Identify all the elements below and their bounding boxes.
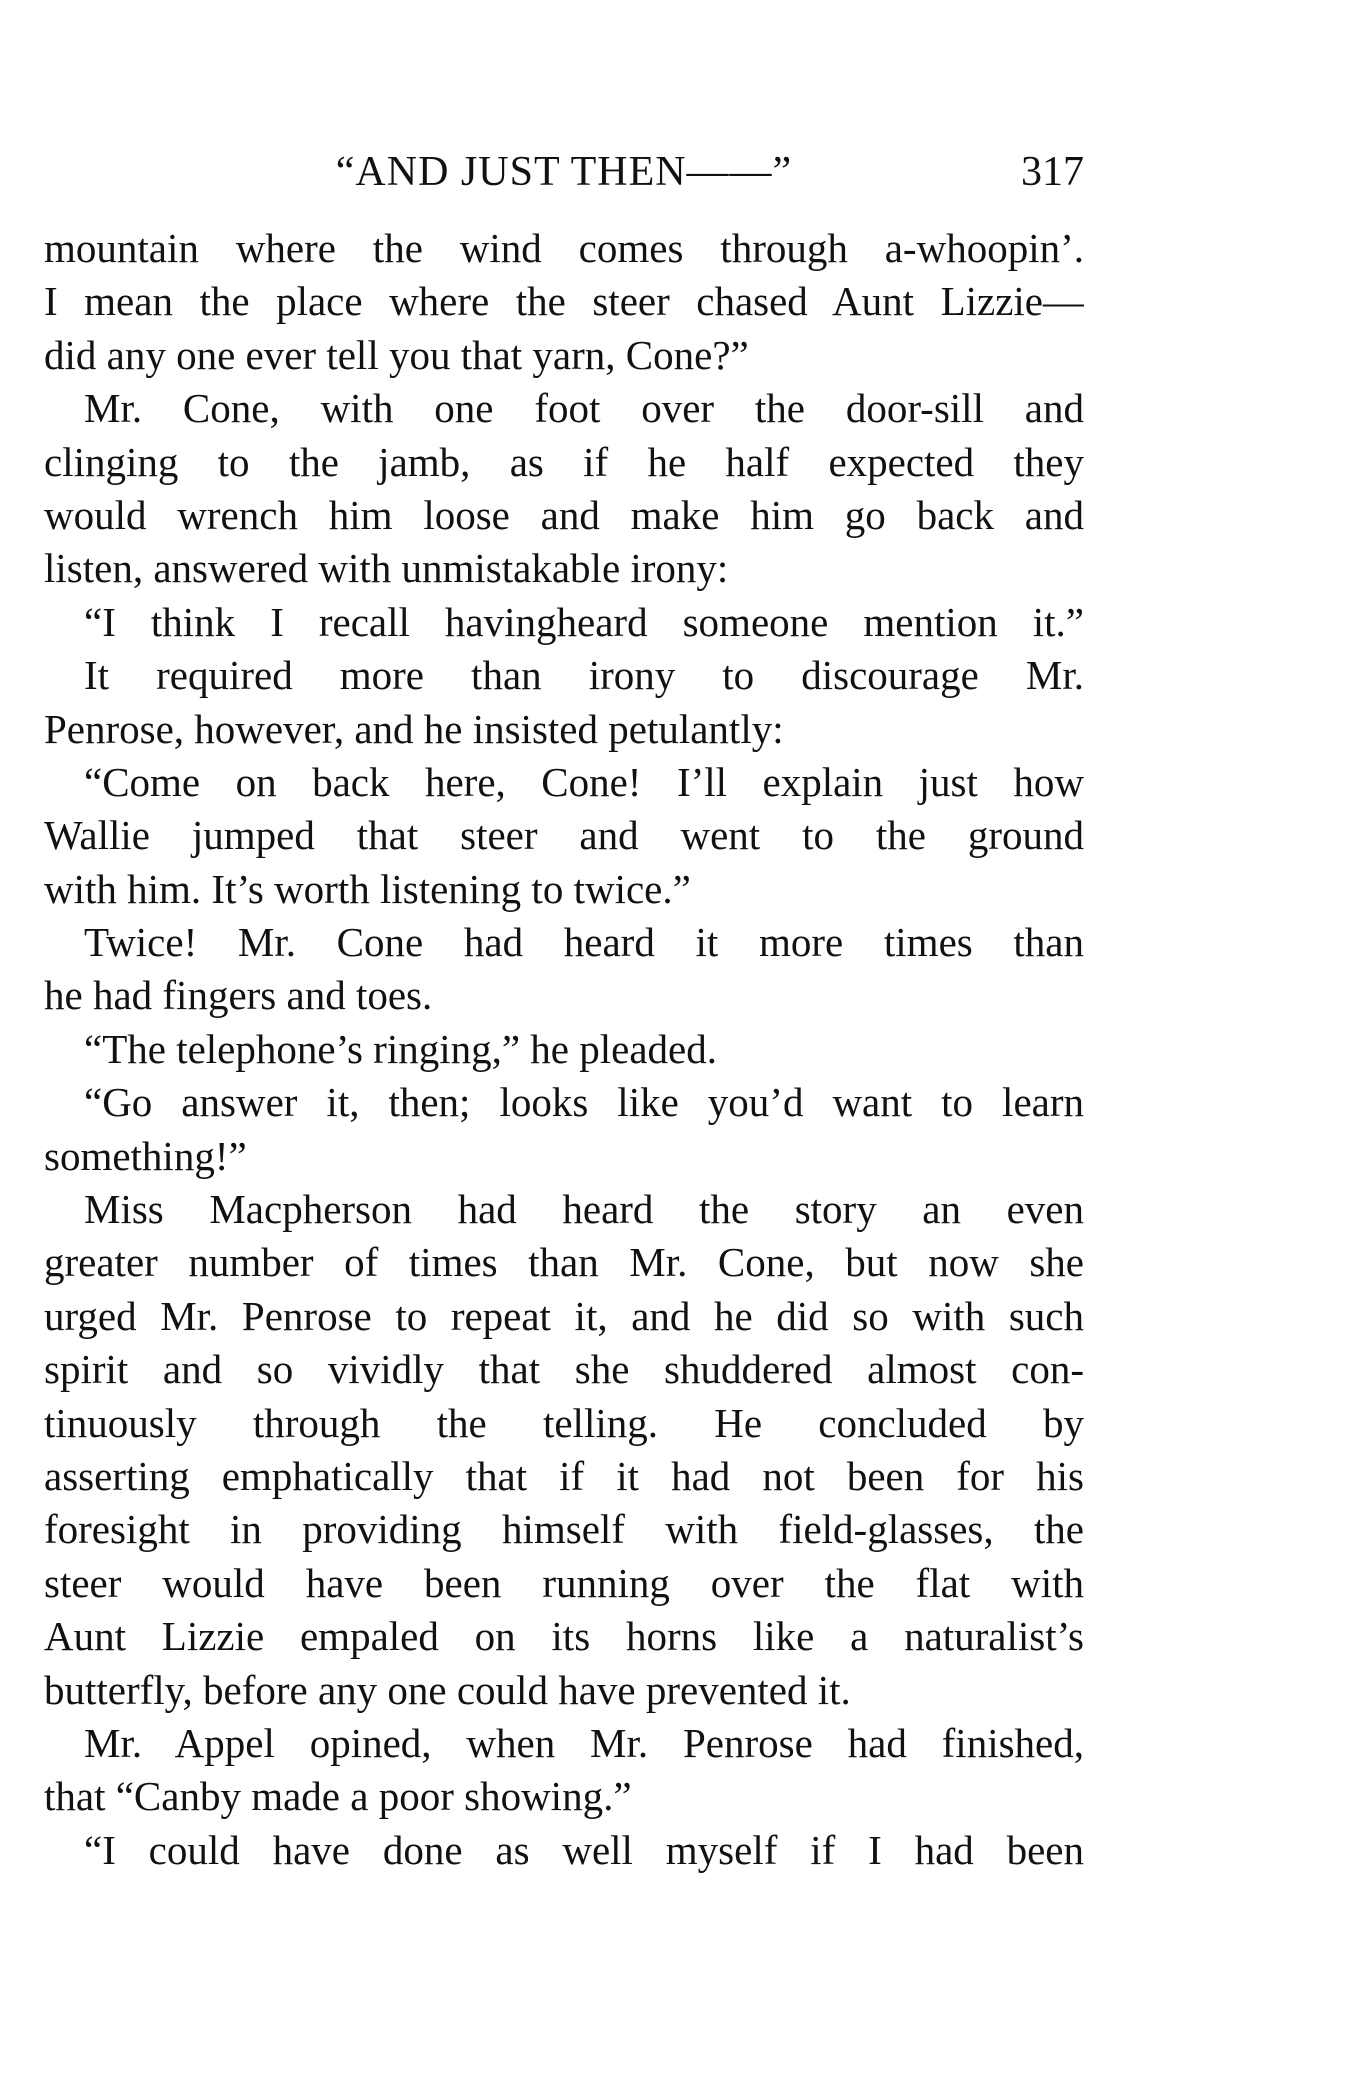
text-line: Mr. Cone, with one foot over the door-sill and bbox=[84, 385, 1084, 432]
text-line: would wrench him loose and make him go back and bbox=[44, 491, 1084, 538]
running-head: “AND JUST THEN——” bbox=[335, 149, 793, 195]
text-line: “The telephone’s ringing,” he pleaded. bbox=[84, 1025, 717, 1072]
text-line: something!” bbox=[44, 1132, 247, 1179]
text-line: that “Canby made a poor showing.” bbox=[44, 1773, 632, 1820]
text-line: steer would have been running over the flat with bbox=[44, 1559, 1084, 1606]
text-line: listen, answered with unmistakable irony: bbox=[44, 545, 729, 592]
text-line: tinuously through the telling. He concluded by bbox=[44, 1399, 1084, 1446]
text-line: Twice! Mr. Cone had heard it more times than bbox=[84, 919, 1084, 966]
page-number: 317 bbox=[1021, 149, 1084, 195]
text-line: Wallie jumped that steer and went to the ground bbox=[44, 812, 1084, 859]
text-line: foresight in providing himself with field-glasses, the bbox=[44, 1506, 1084, 1553]
text-line: Penrose, however, and he insisted petulantly: bbox=[44, 705, 784, 752]
text-line: asserting emphatically that if it had not been for his bbox=[44, 1452, 1084, 1499]
text-line: I mean the place where the steer chased Aunt Lizzie— bbox=[44, 278, 1084, 325]
text-line: “I think I recall havingheard someone mention it.” bbox=[84, 598, 1084, 645]
text-line: mountain where the wind comes through a-whoopin’. bbox=[44, 225, 1084, 271]
text-line: “Go answer it, then; looks like you’d want to learn bbox=[84, 1079, 1084, 1126]
text-line: “I could have done as well myself if I had been bbox=[84, 1826, 1084, 1873]
text-line: spirit and so vividly that she shuddered almost con- bbox=[44, 1346, 1084, 1393]
text-line: “Come on back here, Cone! I’ll explain just how bbox=[84, 758, 1084, 805]
text-line: butterfly, before any one could have prevented it. bbox=[44, 1666, 851, 1713]
text-line: Miss Macpherson had heard the story an even bbox=[84, 1186, 1084, 1233]
text-line: urged Mr. Penrose to repeat it, and he did so with such bbox=[44, 1292, 1084, 1339]
text-line: with him. It’s worth listening to twice.” bbox=[44, 865, 691, 912]
text-line: he had fingers and toes. bbox=[44, 972, 433, 1019]
text-line: It required more than irony to discourage Mr. bbox=[84, 652, 1084, 699]
text-line: greater number of times than Mr. Cone, but now she bbox=[44, 1239, 1084, 1286]
page-header bbox=[44, 148, 1084, 204]
text-line: Aunt Lizzie empaled on its horns like a naturalist’s bbox=[44, 1613, 1084, 1660]
text-line: did any one ever tell you that yarn, Cone?” bbox=[44, 331, 749, 378]
text-line: clinging to the jamb, as if he half expected they bbox=[44, 438, 1084, 485]
body-text bbox=[44, 222, 1084, 1877]
text-line: Mr. Appel opined, when Mr. Penrose had finished, bbox=[84, 1719, 1084, 1766]
